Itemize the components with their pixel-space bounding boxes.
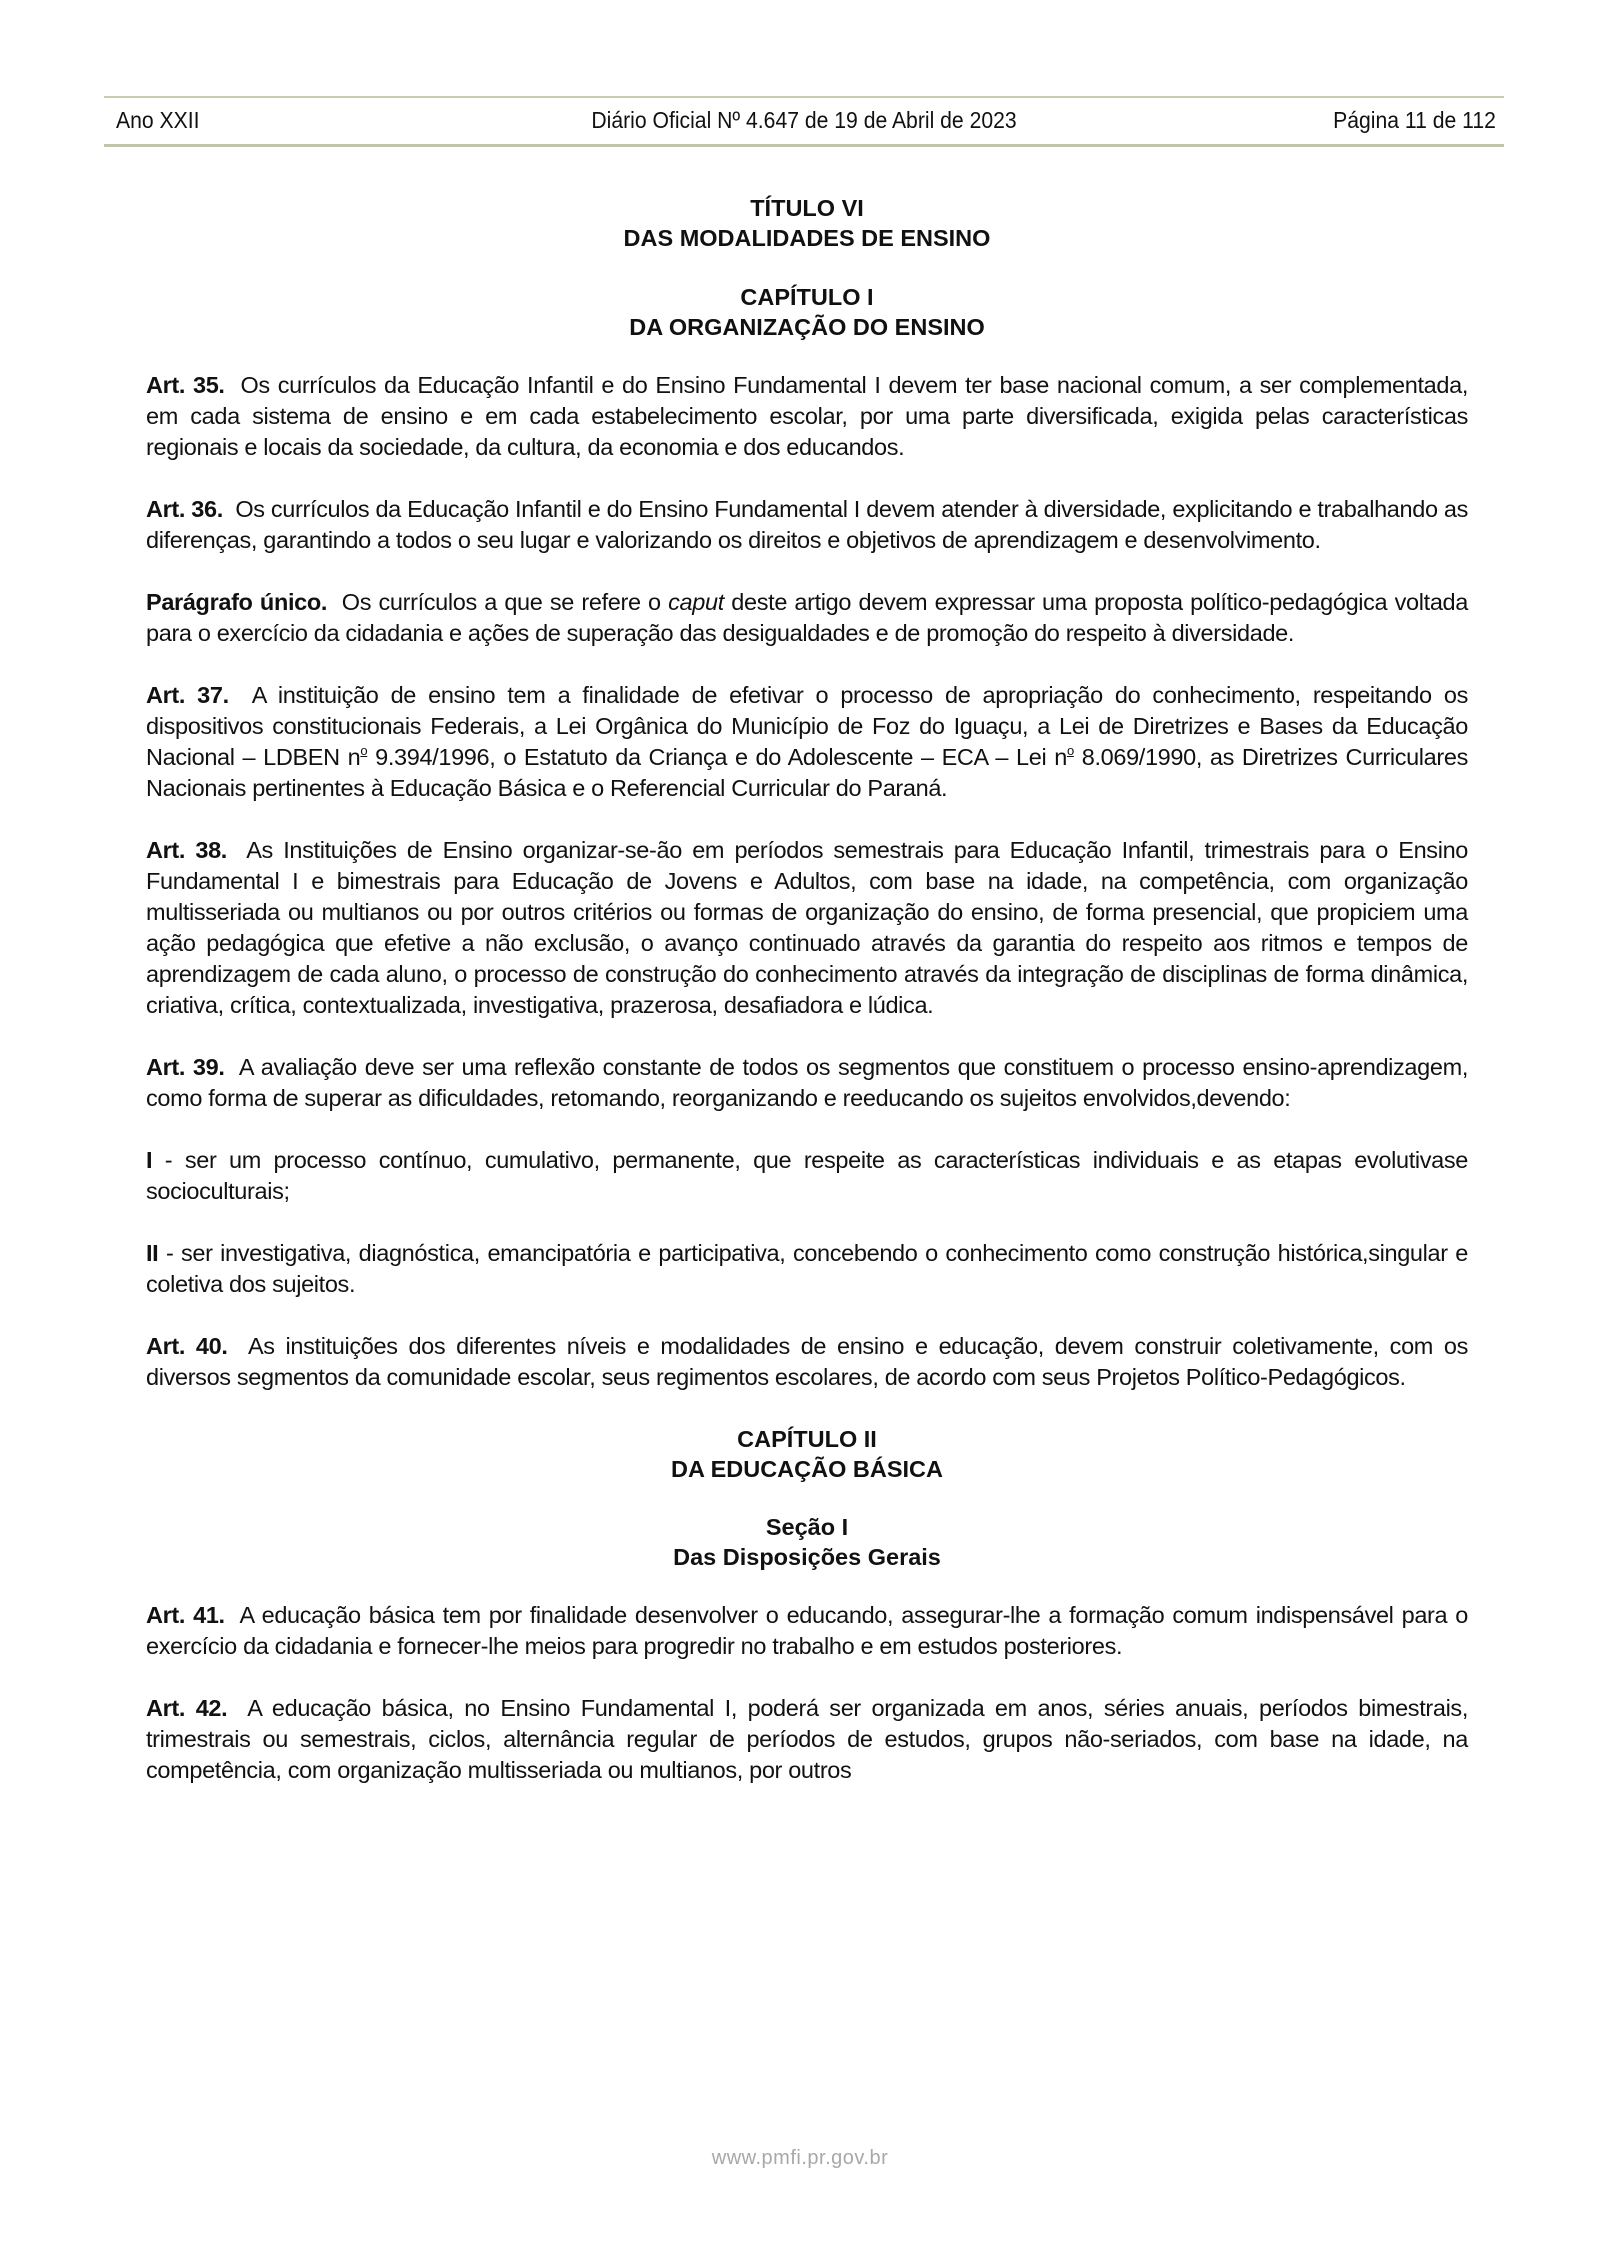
- article-40-label: Art. 40.: [146, 1333, 228, 1359]
- section-1-number: Seção I: [765, 1514, 849, 1540]
- header-page-number: Página 11 de 112: [1333, 107, 1496, 133]
- article-41-text: A educação básica tem por finalidade desenvolver o educando, assegurar-lhe a formação comum indispensável para o exercício da cidadania e fornecer-lhe meios para progredir no trabalho e em estudos posteriores.: [146, 1602, 1468, 1659]
- header-year: Ano XXII: [116, 107, 200, 133]
- paragrafo-unico: [146, 587, 1468, 649]
- inciso-1-label: I: [146, 1147, 153, 1173]
- paragrafo-unico-italic: caput: [668, 589, 724, 615]
- article-37-text-3: 8.069/1990, as Diretrizes Curriculares Nacionais pertinentes à Educação Básica e o Referencial Curricular do Paraná.: [146, 744, 1468, 801]
- article-41: [146, 1600, 1468, 1662]
- article-35: [146, 370, 1468, 463]
- footer-website-link[interactable]: www.pmfi.pr.gov.br: [711, 2147, 889, 2169]
- page-header: [104, 96, 1504, 147]
- title-heading: [146, 193, 1468, 253]
- article-38-text: As Instituições de Ensino organizar-se-ão em períodos semestrais para Educação Infantil, trimestrais para o Ensino Fundamental I e bimestrais para Educação de Jovens e Adultos, com base na idade, na competência, com organização multisseriada ou multianos ou por outros critérios ou formas de organização do ensino, de forma presencial, que propiciem uma ação pedagógica que efetive a não exclusão, o avanço continuado através da garantia do respeito aos ritmos e tempos de aprendizagem de cada aluno, o processo de construção do conhecimento através da integração de disciplinas de forma dinâmica, criativa, crítica, contextualizada, investigativa, prazerosa, desafiadora e lúdica.: [146, 837, 1469, 1018]
- article-39-label: Art. 39.: [146, 1054, 225, 1080]
- article-36: [146, 494, 1468, 556]
- article-37-ordinal-1: o: [360, 743, 368, 758]
- inciso-2-label: II: [146, 1240, 159, 1266]
- article-37-label: Art. 37.: [146, 682, 229, 708]
- article-37-text-2: 9.394/1996, o Estatuto da Criança e do Adolescente – ECA – Lei n: [367, 744, 1067, 770]
- article-42-label: Art. 42.: [146, 1695, 228, 1721]
- paragrafo-unico-text-after: deste artigo devem expressar uma proposta político-pedagógica voltada para o exercício da cidadania e ações de superação das desigualdades e de promoção do respeito à diversidade.: [146, 589, 1468, 646]
- article-37: [146, 680, 1468, 804]
- article-39: [146, 1052, 1468, 1114]
- article-36-label: Art. 36.: [146, 496, 223, 522]
- chapter-2-heading: [146, 1424, 1468, 1484]
- paragrafo-unico-label: Parágrafo único.: [146, 589, 328, 615]
- title-name: DAS MODALIDADES DE ENSINO: [623, 225, 991, 251]
- article-38-label: Art. 38.: [146, 837, 227, 863]
- title-number: TÍTULO VI: [750, 195, 864, 221]
- paragrafo-unico-text-before: Os currículos a que se refere o: [341, 589, 661, 615]
- article-35-text: Os currículos da Educação Infantil e do Ensino Fundamental I devem ter base nacional comum, a ser complementada, em cada sistema de ensino e em cada estabelecimento escolar, por uma parte diversificada, exigida pelas características regionais e locais da sociedade, da cultura, da economia e dos educandos.: [146, 372, 1469, 460]
- article-37-ordinal-2: o: [1066, 743, 1074, 758]
- chapter-1-name: DA ORGANIZAÇÃO DO ENSINO: [629, 314, 985, 340]
- article-37-text-1: A instituição de ensino tem a finalidade de efetivar o processo de apropriação do conhecimento, respeitando os dispositivos constitucionais Federais, a Lei Orgânica do Município de Foz do Iguaçu, a Lei de Diretrizes e Bases da Educação Nacional – LDBEN n: [146, 682, 1468, 770]
- article-36-text: Os currículos da Educação Infantil e do Ensino Fundamental I devem atender à diversidade, explicitando e trabalhando as diferenças, garantindo a todos o seu lugar e valorizando os direitos e objetivos de aprendizagem e desenvolvimento.: [146, 496, 1468, 553]
- inciso-1-text: - ser um processo contínuo, cumulativo, permanente, que respeite as características individuais e as etapas evolutivase socioculturais;: [146, 1147, 1468, 1204]
- article-39-text: A avaliação deve ser uma reflexão constante de todos os segmentos que constituem o processo ensino-aprendizagem, como forma de superar as dificuldades, retomando, reorganizando e reeducando os sujeitos envolvidos,devendo:: [146, 1054, 1468, 1111]
- article-42-text: A educação básica, no Ensino Fundamental I, poderá ser organizada em anos, séries anuais, períodos bimestrais, trimestrais ou semestrais, ciclos, alternância regular de períodos de estudos, grupos não-seriados, com base na idade, na competência, com organização multisseriada ou multianos, por outros: [146, 1695, 1469, 1783]
- article-40: [146, 1331, 1468, 1393]
- chapter-1-heading: [146, 282, 1468, 342]
- chapter-2-number: CAPÍTULO II: [737, 1426, 877, 1452]
- section-1-heading: [146, 1512, 1468, 1572]
- article-38: [146, 835, 1468, 1021]
- inciso-1: [146, 1145, 1468, 1207]
- chapter-2-name: DA EDUCAÇÃO BÁSICA: [671, 1456, 943, 1482]
- article-35-label: Art. 35.: [146, 372, 225, 398]
- document-body: [146, 193, 1468, 1817]
- article-40-text: As instituições dos diferentes níveis e modalidades de ensino e educação, devem construir coletivamente, com os diversos segmentos da comunidade escolar, seus regimentos escolares, de acordo com seus Projetos Político-Pedagógicos.: [146, 1333, 1468, 1390]
- article-42: [146, 1693, 1468, 1786]
- inciso-2: [146, 1238, 1468, 1300]
- inciso-2-text: - ser investigativa, diagnóstica, emancipatória e participativa, concebendo o conhecimento como construção histórica,singular e coletiva dos sujeitos.: [146, 1240, 1468, 1297]
- section-1-name: Das Disposições Gerais: [673, 1544, 941, 1570]
- article-41-label: Art. 41.: [146, 1602, 225, 1628]
- chapter-1-number: CAPÍTULO I: [740, 284, 874, 310]
- header-edition: Diário Oficial Nº 4.647 de 19 de Abril de 2023: [591, 107, 1017, 133]
